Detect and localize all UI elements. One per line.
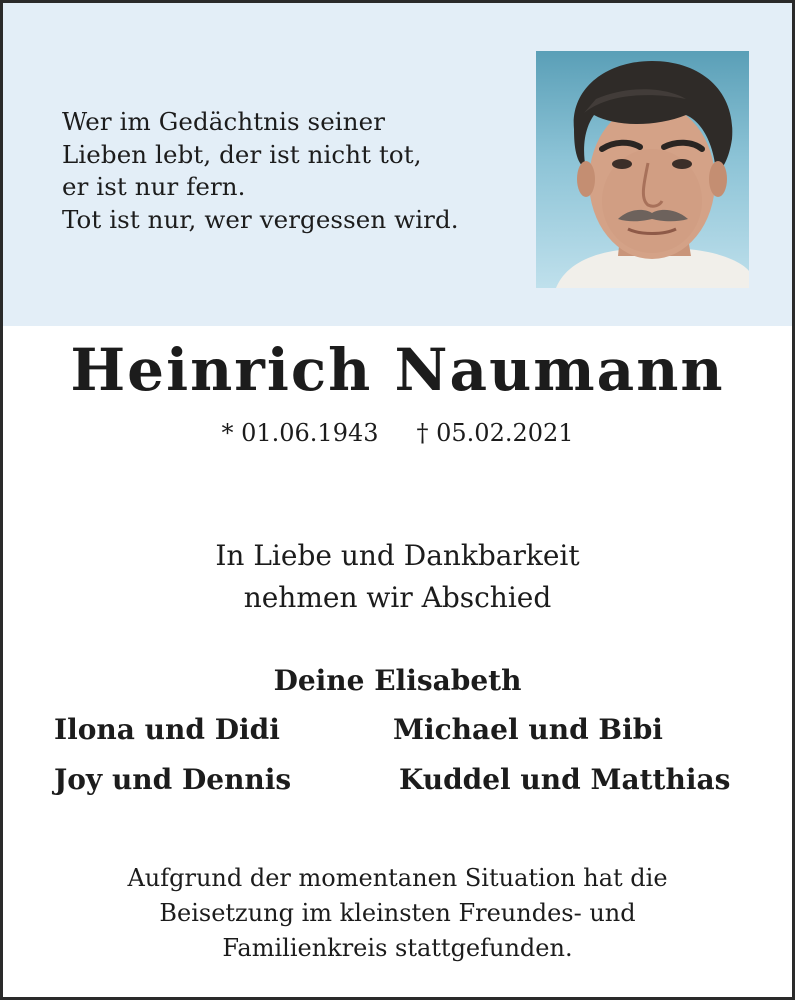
note-line: Beisetzung im kleinsten Freundes- und xyxy=(159,899,636,927)
portrait-photo xyxy=(536,51,749,288)
quote-line: Tot ist nur, wer vergessen wird. xyxy=(62,204,459,234)
note-line: Aufgrund der momentanen Situation hat die xyxy=(127,864,668,892)
family-member: Michael und Bibi xyxy=(393,713,663,746)
farewell-line: nehmen wir Abschied xyxy=(243,581,552,614)
birth-date: * 01.06.1943 xyxy=(221,419,379,447)
family-member: Joy und Dennis xyxy=(54,763,292,796)
quote-line: Wer im Gedächtnis seiner xyxy=(62,107,386,136)
note-line: Familienkreis stattgefunden. xyxy=(222,934,573,962)
deceased-name: Heinrich Naumann xyxy=(70,336,725,404)
life-dates xyxy=(0,415,795,451)
family-spouse: Deine Elisabeth xyxy=(273,664,522,697)
funeral-note xyxy=(0,861,795,966)
family-member: Kuddel und Matthias xyxy=(399,763,731,796)
family-member: Ilona und Didi xyxy=(54,713,280,746)
memorial-quote xyxy=(62,106,459,236)
farewell-text xyxy=(0,535,795,619)
portrait-illustration xyxy=(536,51,749,288)
quote-line: er ist nur fern. xyxy=(62,172,246,201)
farewell-line: In Liebe und Dankbarkeit xyxy=(215,539,580,572)
death-date: † 05.02.2021 xyxy=(416,419,574,447)
quote-line: Lieben lebt, der ist nicht tot, xyxy=(62,139,422,169)
